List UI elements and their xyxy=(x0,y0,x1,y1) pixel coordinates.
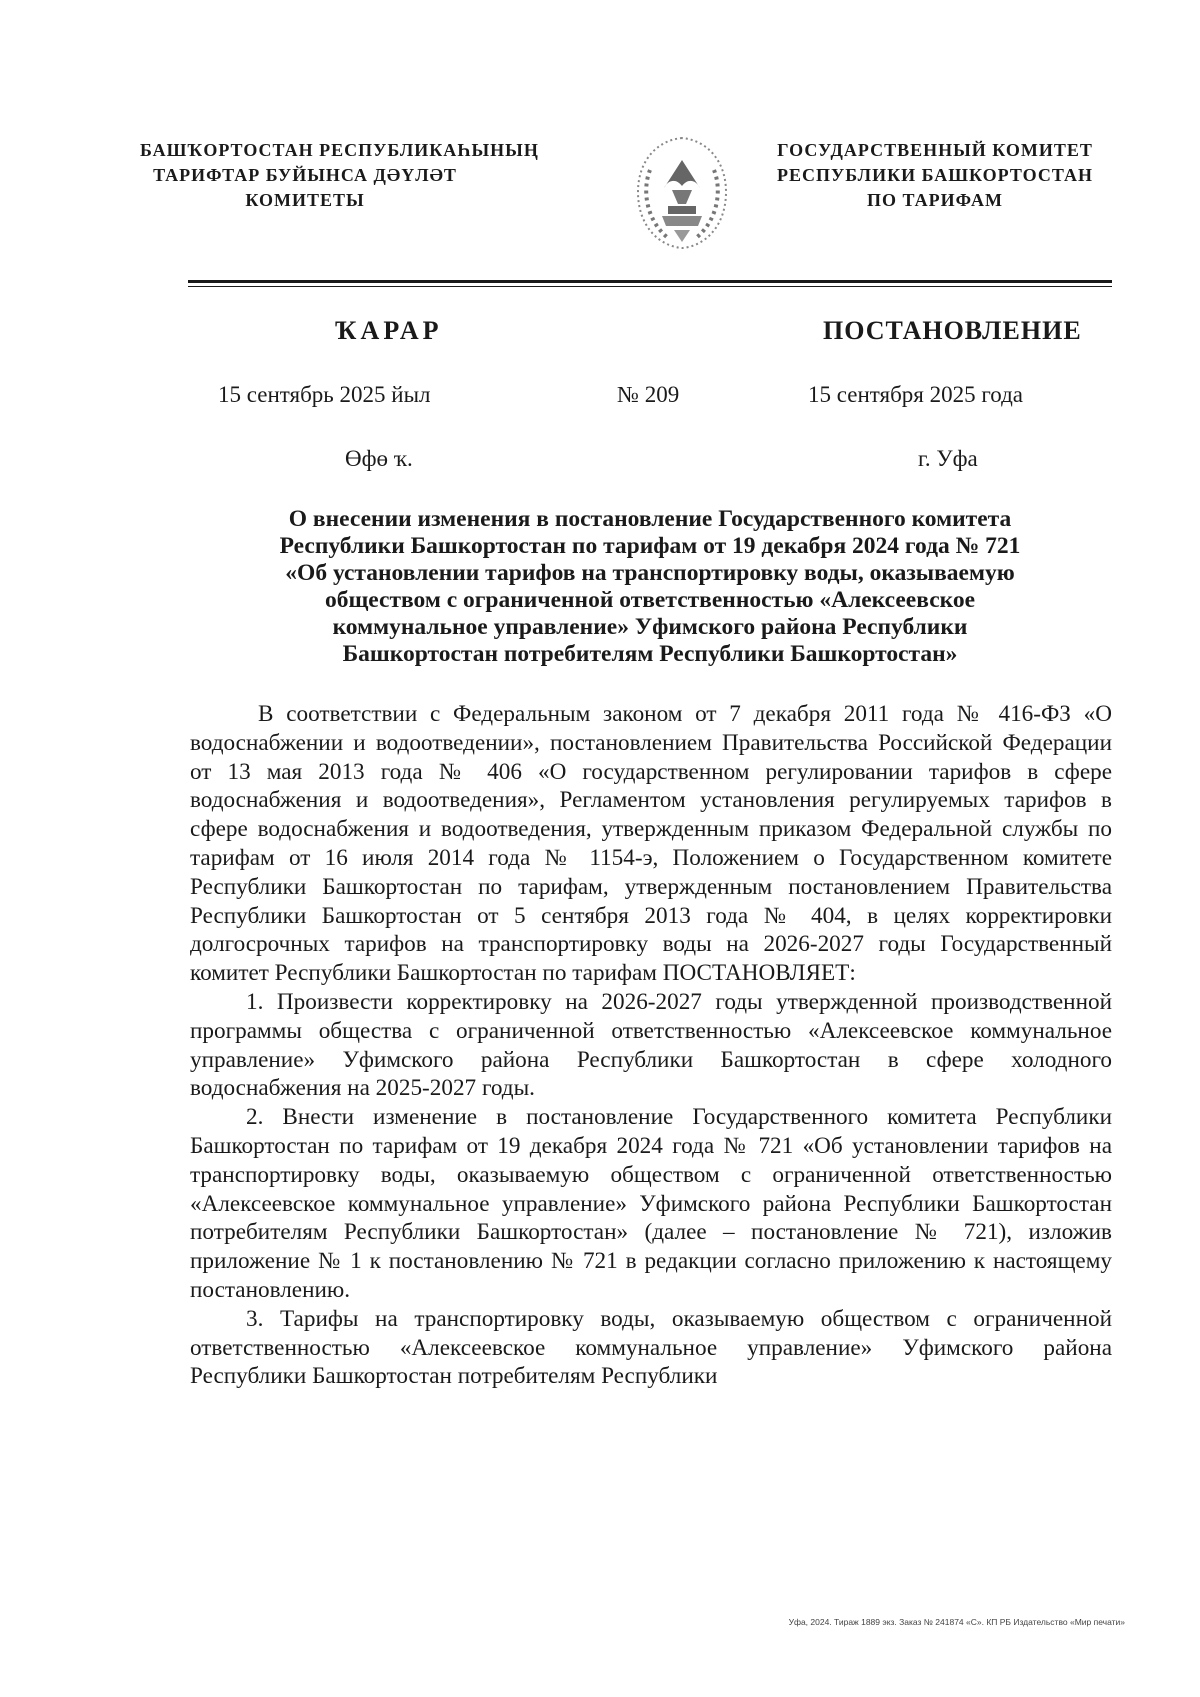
header-left-line: КОМИТЕТЫ xyxy=(245,190,365,210)
printing-imprint: Уфа, 2024. Тираж 1889 экз. Заказ № 241874 «С». КП РБ Издательство «Мир печати» xyxy=(788,1617,1125,1627)
header-left-line: ТАРИФТАР БУЙЫНСА ДӘҮЛӘТ xyxy=(153,165,457,185)
body-item-2: 2. Внести изменение в постановление Государственного комитета Республики Башкортостан по тарифам от 19 декабря 2024 года № 721 «Об установлении тарифов на транспортировку воды, оказываемую обществом с ограниченной ответственностью «Алексеевское коммунальное управление» Уфимского района Республики Башкортостан потребителям Республики Башкортостан» (далее – постановление № 721), изложив приложение № 1 к постановлению № 721 в редакции согласно приложению к настоящему постановлению. xyxy=(190,1104,1112,1303)
header-left-authority xyxy=(140,138,539,213)
title-line: Республики Башкортостан по тарифам от 19 декабря 2024 года № 721 xyxy=(279,533,1021,559)
document-number: № 209 xyxy=(617,382,680,407)
document-body xyxy=(190,700,1112,1391)
place-bashkir: Өфө ҡ. xyxy=(345,446,413,471)
header-divider-thin xyxy=(188,286,1112,287)
body-preamble: В соответствии с Федеральным законом от 7 декабря 2011 года № 416-ФЗ «О водоснабжении и водоотведении», постановлением Правительства Российской Федерации от 13 мая 2013 года № 406 «О государственном регулировании тарифов в сфере водоснабжения и водоотведения», Регламентом установления регулируемых тарифов в сфере водоснабжения и водоотведения, утвержденным приказом Федеральной службы по тарифам от 16 июля 2014 года № 1154-э, Положением о Государственном комитете Республики Башкортостан по тарифам, утвержденным постановлением Правительства Республики Башкортостан от 5 сентября 2013 года № 404, в целях корректировки долгосрочных тарифов на транспортировку воды на 2026-2027 годы Государственный комитет Республики Башкортостан по тарифам ПОСТАНОВЛЯЕТ: xyxy=(190,701,1112,987)
date-russian: 15 сентября 2025 года xyxy=(808,382,1023,407)
header-divider-thick xyxy=(188,280,1112,283)
title-line: «Об установлении тарифов на транспортировку воды, оказываемую xyxy=(285,560,1015,586)
header-right-line: ПО ТАРИФАМ xyxy=(867,190,1003,210)
header-right-line: РЕСПУБЛИКИ БАШКОРТОСТАН xyxy=(777,165,1093,185)
document-title xyxy=(200,506,1100,668)
doc-kind-russian: ПОСТАНОВЛЕНИЕ xyxy=(823,316,1082,345)
doc-kind-bashkir: ҠАРАР xyxy=(335,316,443,345)
title-line: обществом с ограниченной ответственностью «Алексеевское xyxy=(324,587,976,613)
body-item-3: 3. Тарифы на транспортировку воды, оказываемую обществом с ограниченной ответственностью «Алексеевское коммунальное управление» Уфимского района Республики Башкортостан потребителям Республики xyxy=(190,1305,1112,1390)
header-right-authority xyxy=(770,138,1100,213)
title-line: коммунальное управление» Уфимского района Республики xyxy=(332,614,968,640)
place-russian: г. Уфа xyxy=(918,446,978,471)
header-right-line: ГОСУДАРСТВЕННЫЙ КОМИТЕТ xyxy=(777,140,1093,160)
title-line: Башкортостан потребителям Республики Башкортостан» xyxy=(342,641,958,667)
coat-of-arms-emblem xyxy=(628,130,736,254)
header-left-line: БАШҠОРТОСТАН РЕСПУБЛИКАҺЫНЫҢ xyxy=(140,140,539,160)
title-line: О внесении изменения в постановление Государственного комитета xyxy=(288,506,1012,532)
date-bashkir: 15 сентябрь 2025 йыл xyxy=(218,382,431,407)
body-item-1: 1. Произвести корректировку на 2026-2027 годы утвержденной производственной программы общества с ограниченной ответственностью «Алексеевское коммунальное управление» Уфимского района Республики Башкортостан в сфере холодного водоснабжения на 2025-2027 годы. xyxy=(190,988,1112,1102)
